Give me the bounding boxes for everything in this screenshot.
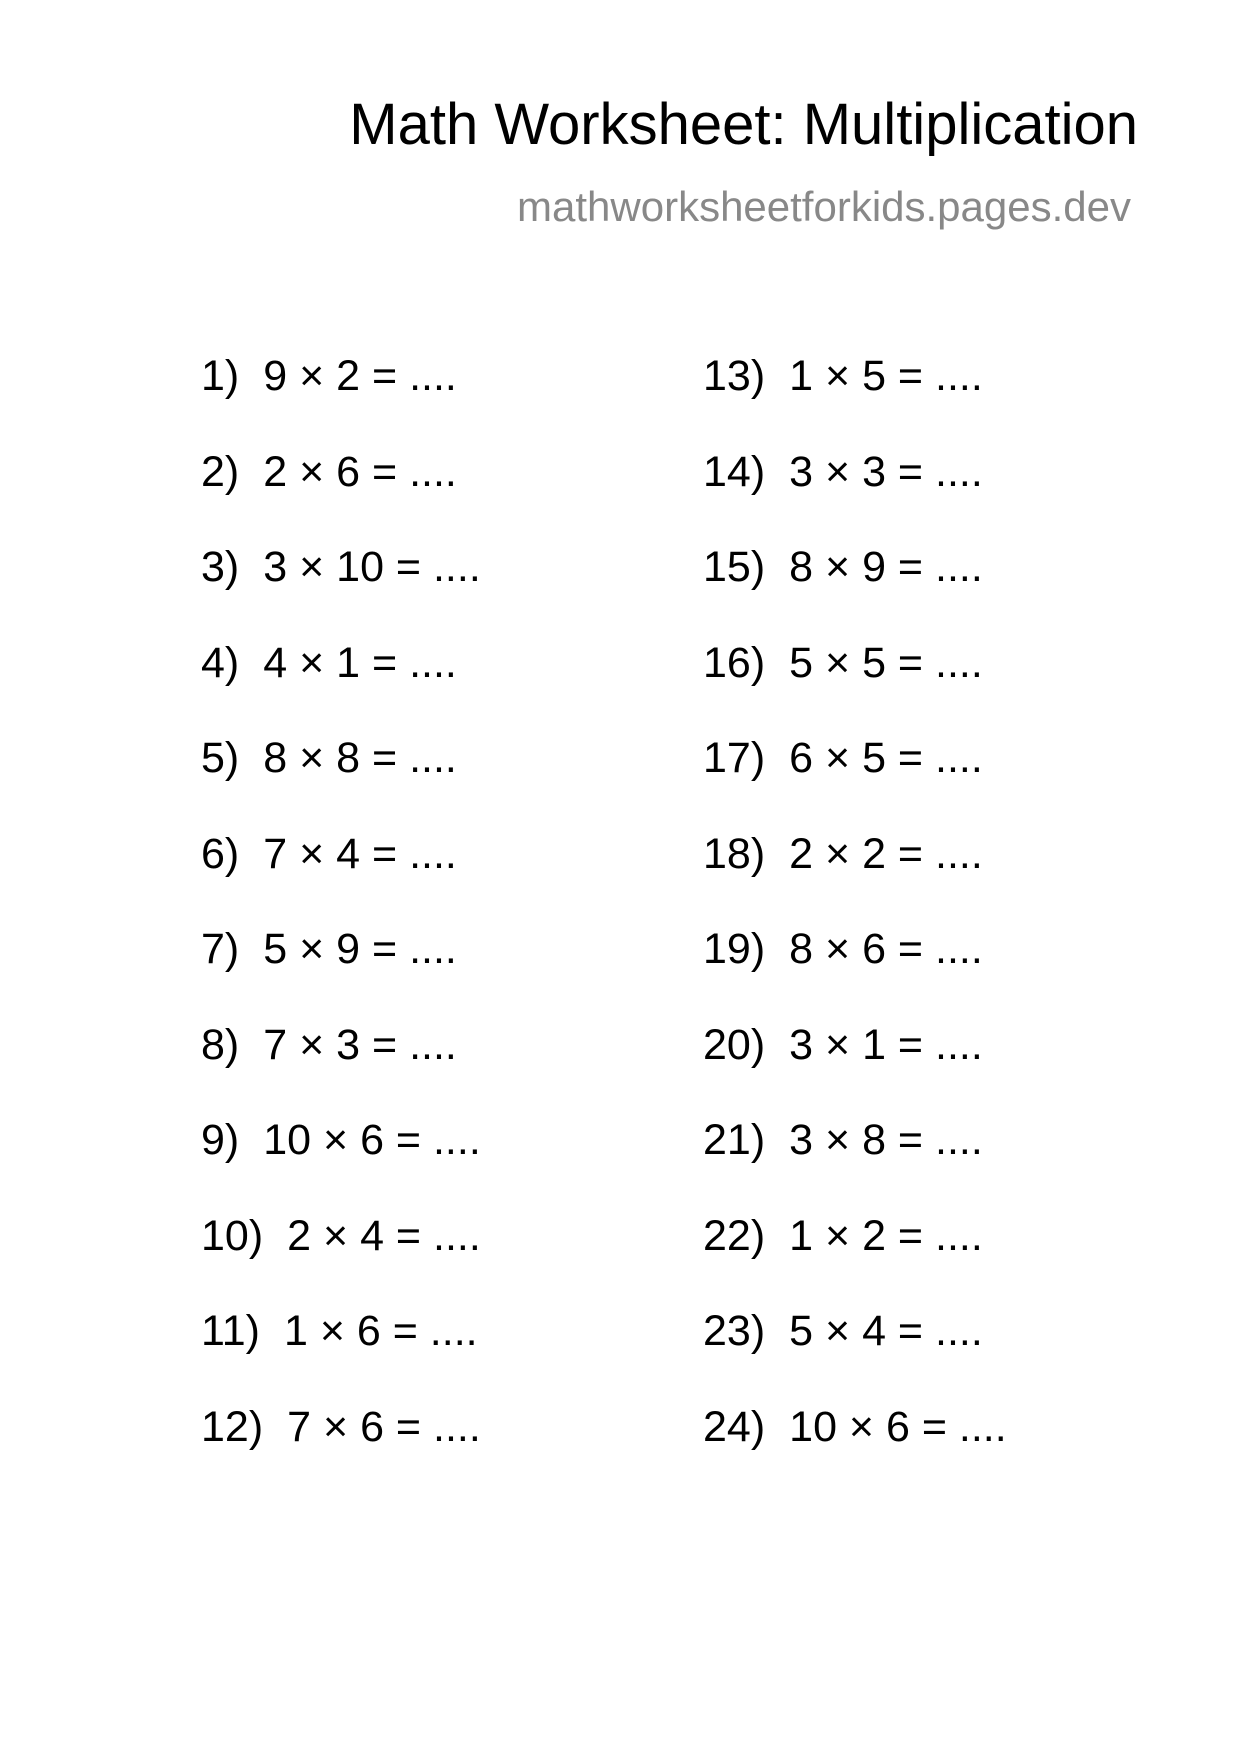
problem-number: 19) bbox=[703, 925, 766, 973]
problem-expression: 2 × 2 = .... bbox=[789, 829, 983, 878]
problem-expression: 10 × 6 = .... bbox=[263, 1116, 481, 1164]
problem-expression: 1 × 6 = .... bbox=[283, 1307, 478, 1355]
problem-expression: 2 × 6 = .... bbox=[263, 447, 457, 496]
problem-number: 8) bbox=[201, 1020, 240, 1069]
problem-item bbox=[703, 1211, 1007, 1311]
problem-expression: 1 × 2 = .... bbox=[789, 1211, 983, 1260]
problem-expression: 7 × 4 = .... bbox=[263, 829, 457, 878]
problem-number: 11) bbox=[201, 1307, 260, 1355]
problem-item bbox=[703, 352, 1007, 451]
problem-item bbox=[201, 447, 481, 547]
problem-item bbox=[703, 1307, 1007, 1406]
problem-expression: 1 × 5 = .... bbox=[789, 352, 983, 400]
problem-item bbox=[201, 352, 481, 451]
problem-column-right bbox=[703, 352, 1007, 1501]
problem-expression: 5 × 5 = .... bbox=[789, 638, 983, 687]
problem-number: 10) bbox=[201, 1211, 264, 1260]
problem-number: 14) bbox=[703, 447, 766, 496]
problem-item bbox=[703, 543, 1007, 642]
problem-number: 21) bbox=[703, 1116, 766, 1164]
problem-expression: 8 × 9 = .... bbox=[789, 543, 983, 591]
page-subtitle: mathworksheetforkids.pages.dev bbox=[517, 183, 1131, 230]
problem-expression: 7 × 3 = .... bbox=[263, 1020, 457, 1069]
problem-item bbox=[201, 1211, 481, 1311]
problem-expression: 5 × 4 = .... bbox=[789, 1307, 983, 1355]
problem-item bbox=[703, 734, 1007, 833]
problem-expression: 2 × 4 = .... bbox=[287, 1211, 481, 1260]
problem-number: 17) bbox=[703, 734, 766, 782]
problem-number: 9) bbox=[201, 1116, 240, 1164]
problem-item bbox=[703, 447, 1007, 547]
problem-number: 23) bbox=[703, 1307, 766, 1355]
problem-item bbox=[201, 543, 481, 642]
problem-number: 20) bbox=[703, 1020, 766, 1069]
problem-item bbox=[201, 1020, 481, 1120]
problem-number: 4) bbox=[201, 638, 240, 687]
problem-number: 24) bbox=[703, 1402, 766, 1451]
problem-expression: 9 × 2 = .... bbox=[263, 352, 457, 400]
problem-item bbox=[201, 1402, 481, 1502]
problem-number: 3) bbox=[201, 543, 240, 591]
problem-expression: 5 × 9 = .... bbox=[263, 925, 457, 973]
problem-number: 16) bbox=[703, 638, 766, 687]
problem-expression: 10 × 6 = .... bbox=[789, 1402, 1007, 1451]
problem-expression: 3 × 8 = .... bbox=[789, 1116, 983, 1164]
problem-item bbox=[703, 829, 1007, 929]
problem-item bbox=[201, 734, 481, 833]
problem-item bbox=[201, 638, 481, 738]
problem-number: 22) bbox=[703, 1211, 766, 1260]
problem-expression: 6 × 5 = .... bbox=[789, 734, 983, 782]
problem-column-left bbox=[201, 352, 481, 1501]
problem-item bbox=[201, 1307, 481, 1406]
problem-number: 18) bbox=[703, 829, 766, 878]
problem-number: 7) bbox=[201, 925, 240, 973]
problem-expression: 8 × 8 = .... bbox=[263, 734, 457, 782]
problem-item bbox=[703, 1116, 1007, 1215]
problem-item bbox=[703, 925, 1007, 1024]
problem-number: 5) bbox=[201, 734, 240, 782]
problem-number: 6) bbox=[201, 829, 240, 878]
problem-expression: 8 × 6 = .... bbox=[789, 925, 983, 973]
problem-expression: 4 × 1 = .... bbox=[263, 638, 457, 687]
problem-number: 1) bbox=[201, 352, 240, 400]
problem-expression: 3 × 1 = .... bbox=[789, 1020, 983, 1069]
problem-number: 15) bbox=[703, 543, 766, 591]
problem-item bbox=[703, 1402, 1007, 1502]
page-title: Math Worksheet: Multiplication bbox=[349, 92, 1138, 157]
problem-expression: 7 × 6 = .... bbox=[287, 1402, 481, 1451]
problem-item bbox=[201, 925, 481, 1024]
problem-expression: 3 × 10 = .... bbox=[263, 543, 481, 591]
problem-item bbox=[703, 1020, 1007, 1120]
problem-number: 13) bbox=[703, 352, 766, 400]
problem-item bbox=[201, 829, 481, 929]
problem-number: 2) bbox=[201, 447, 240, 496]
problem-expression: 3 × 3 = .... bbox=[789, 447, 983, 496]
problem-item bbox=[201, 1116, 481, 1215]
problem-number: 12) bbox=[201, 1402, 264, 1451]
problem-item bbox=[703, 638, 1007, 738]
